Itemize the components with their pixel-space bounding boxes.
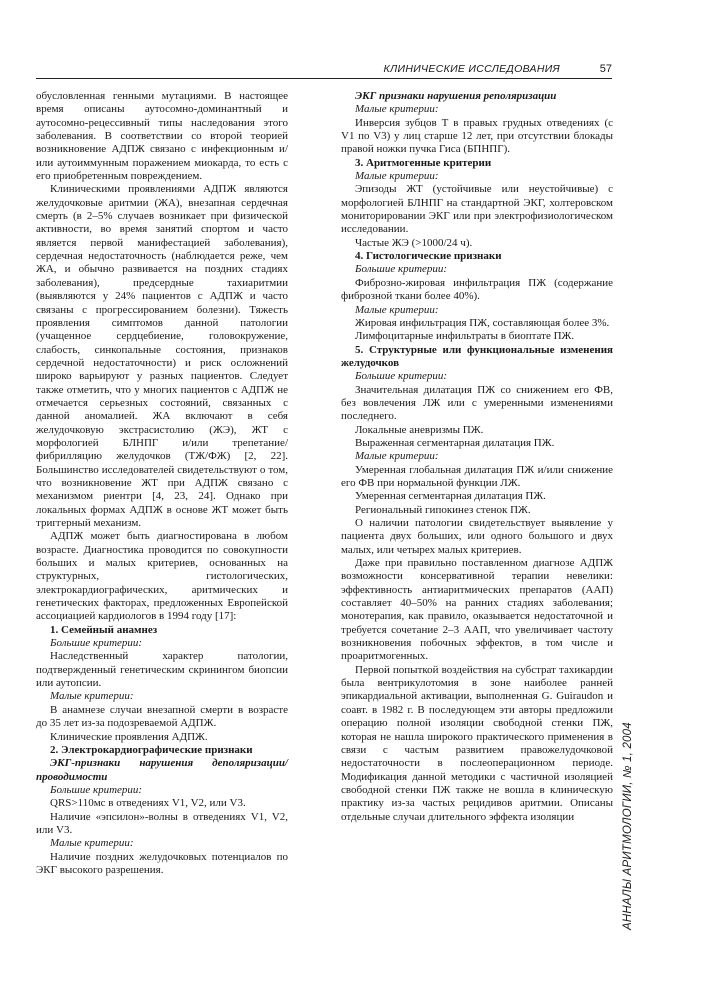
criteria-label: Малые критерии:: [355, 103, 439, 116]
section-heading: 4. Гистологические признаки: [355, 250, 502, 263]
left-column: [36, 90, 288, 877]
subsection-heading: ЭКГ признаки нарушения реполяризации: [355, 90, 557, 102]
running-header: [36, 62, 612, 79]
criterion-item: Локальные аневризмы ПЖ.: [355, 423, 484, 436]
criterion-item: В анамнезе случаи внезапной смерти в возрасте до 35 лет из-за подозреваемой АДПЖ.: [36, 703, 288, 730]
journal-side-caption: АННАЛЫ АРИТМОЛОГИИ, № 1, 2004: [622, 722, 634, 930]
page-number: 57: [599, 63, 612, 75]
criterion-item: Лимфоцитарные инфильтраты в биоптате ПЖ.: [355, 330, 575, 343]
section-heading: 3. Аритмогенные критерии: [355, 156, 492, 169]
criterion-item: Эпизоды ЖТ (устойчивые или неустойчивые) с морфологией БЛНПГ на стандартной ЭКГ, холтеровском мониторировании ЭКГ или при электрофизиологическом исследовании.: [341, 183, 613, 236]
right-column: [341, 90, 613, 824]
section-heading: 5. Структурные или функциональные изменения желудочков: [341, 343, 613, 369]
criteria-label: Малые критерии:: [50, 837, 134, 850]
paragraph: АДПЖ может быть диагностирована в любом возрасте. Диагностика проводится по совокупности больших и малых критериев, основанных на структурных, гистологических, электрокардиографических, аритмических и генетических факторах, предложенных Европейской ассоциацией кардиологов в 1994 году [17]:: [36, 530, 288, 623]
criterion-item: Наследственный характер патологии, подтвержденный генетическим скринингом биопсии или аутопсии.: [36, 650, 288, 690]
criterion-item: Наличие поздних желудочковых потенциалов по ЭКГ высокого разрешения.: [36, 850, 288, 876]
section-heading: 2. Электрокардиографические признаки: [50, 743, 253, 756]
paragraph: обусловленная генными мутациями. В настоящее время описаны аутосомно-доминантный и аутосомно-рецессивный типы наследования этого заболевания. В соответствии со второй теорией возникновение АДПЖ связано с инфекционным и/или аутоиммунным поражением миокарда, то есть с его приобретенным повреждением.: [36, 90, 288, 183]
criterion-item: QRS>110мс в отведениях V1, V2, или V3.: [50, 797, 246, 810]
running-title: КЛИНИЧЕСКИЕ ИССЛЕДОВАНИЯ: [383, 63, 560, 75]
criteria-label: Большие критерии:: [50, 637, 143, 650]
criterion-item: Клинические проявления АДПЖ.: [50, 730, 208, 743]
criterion-item: Значительная дилатация ПЖ со снижением его ФВ, без вовлечения ЛЖ или с умеренными изменениями последнего.: [341, 383, 613, 423]
paragraph: Даже при правильно поставленном диагнозе АДПЖ возможности консервативной терапии невелики: эффективность антиаритмических препаратов (ААП) составляет 40–50% на ранних стадиях заболевания; монотерапия, как правило, оказывается недостаточной и требуется сочетание 2–3 ААП, что увеличивает частоту возникновения побочных эффектов, в том числе и проаритмогенных.: [341, 557, 613, 663]
section-heading: 1. Семейный анамнез: [50, 623, 158, 636]
criterion-item: Фиброзно-жировая инфильтрация ПЖ (содержание фиброзной ткани более 40%).: [341, 276, 613, 303]
paragraph: Клиническими проявлениями АДПЖ являются желудочковые аритмии (ЖА), внезапная сердечная смерть (в 2–5% случаев возникает при физической активности, во время занятий спортом и часто является первой манифестацией заболевания), сердечная недостаточность (наблюдается реже, чем ЖА, и обычно развивается на поздних стадиях заболевания), предсердные тахиаритмии (выявляются у 24% пациентов с АДПЖ и часто связаны с прогрессированием болезни). Тяжесть проявления симптомов данной патологии (учащенное сердцебиение, головокружение, слабость, синкопальные состояния, признаков сердечной недостаточности) и риск осложнений широко варьируют у разных пациентов. Следует также отметить, что у многих пациентов с АДПЖ не отмечается серьезных состояний, связанных с данной аномалией. ЖА включают в себя желудочковую экстрасистолию (ЖЭ), ЖТ с морфологией БЛНПГ и/или трепетание/фибрилляцию желудочков (ТЖ/ФЖ) [2, 22]. Большинство исследователей свидетельствуют о том, что возникновение ЖТ при АДПЖ связано с механизмом риентри [4, 23, 24]. Однако при локальных формах АДПЖ в основе ЖТ может быть триггерный механизм.: [36, 183, 288, 529]
criterion-item: Умеренная глобальная дилатация ПЖ и/или снижение его ФВ при нормальной функции ЛЖ.: [341, 463, 613, 489]
criterion-item: Выраженная сегментарная дилатация ПЖ.: [355, 436, 555, 449]
criterion-item: Наличие «эпсилон»-волны в отведениях V1, V2, или V3.: [36, 810, 288, 836]
criteria-label: Малые критерии:: [355, 170, 439, 183]
criteria-label: Большие критерии:: [355, 263, 448, 276]
paragraph: Первой попыткой воздействия на субстрат тахикардии была вентрикулотомия в зоне наиболее ранней эпикардиальной активации, выполненная G. Guiraudon и соавт. в 1982 г. В последующем эти авторы предложили операцию полной изоляции свободной стенки ПЖ, которая не нашла широкого практического применения в связи с частым развитием правожелудочковой недостаточности в послеоперационном периоде. Модификация данной методики с частичной изоляцией свободной стенки ПЖ также не вошла в клиническую практику из-за частых рецидивов аритмии. Описаны отдельные случаи длительного эффекта изоляции: [341, 663, 613, 823]
criteria-label: Большие критерии:: [50, 783, 143, 796]
criteria-label: Малые критерии:: [355, 303, 439, 316]
criterion-item: Региональный гипокинез стенок ПЖ.: [355, 503, 531, 516]
criterion-item: Инверсия зубцов Т в правых грудных отведениях (с V1 по V3) у лиц старше 12 лет, при отсутствии блокады правой ножки пучка Гиса (БПНПГ).: [341, 116, 613, 156]
criteria-label: Малые критерии:: [50, 690, 134, 703]
criteria-label: Малые критерии:: [355, 450, 439, 463]
criterion-item: Частые ЖЭ (>1000/24 ч).: [355, 236, 473, 249]
criterion-item: Жировая инфильтрация ПЖ, составляющая более 3%.: [355, 316, 610, 329]
paragraph: О наличии патологии свидетельствует выявление у пациента двух больших, или одного большого и двух малых, или четырех малых критериев.: [341, 517, 613, 556]
criteria-label: Большие критерии:: [355, 370, 448, 383]
criterion-item: Умеренная сегментарная дилатация ПЖ.: [355, 490, 546, 503]
subsection-heading: ЭКГ-признаки нарушения деполяризации/проводимости: [36, 757, 288, 783]
